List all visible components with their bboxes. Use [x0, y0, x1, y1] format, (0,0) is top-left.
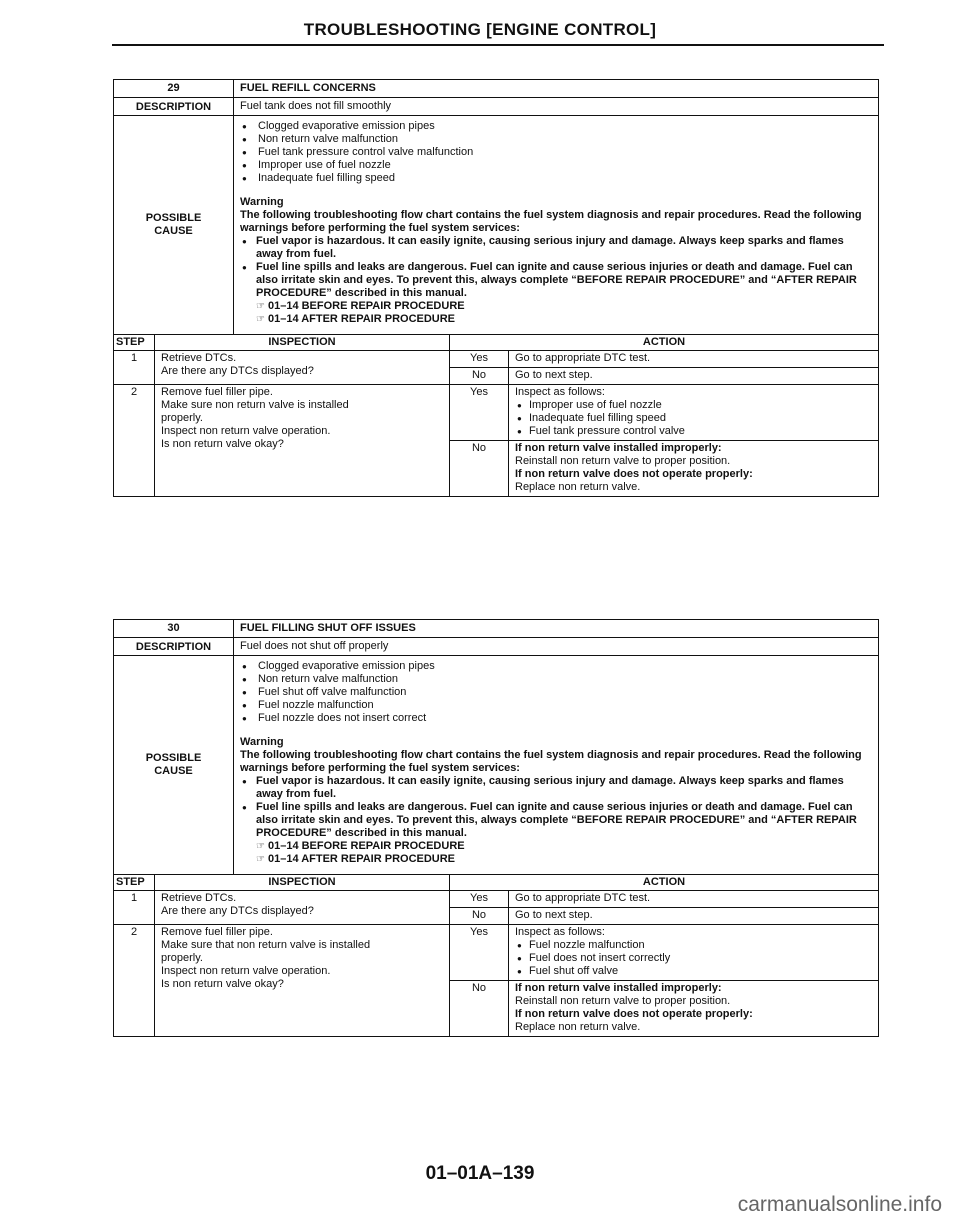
section-header-row [114, 620, 878, 638]
cause-item: ● Clogged evaporative emission pipes [240, 660, 872, 673]
title-rule [112, 44, 884, 46]
pointing-hand-icon: ☞ [256, 301, 265, 312]
warning-heading: Warning [240, 736, 284, 748]
section-29 [113, 79, 879, 497]
cause-item: ● Clogged evaporative emission pipes [240, 120, 872, 133]
no-label: No [450, 441, 509, 496]
step-row [114, 351, 878, 385]
possible-cause-body [234, 656, 878, 874]
step-inspection: Remove fuel filler pipe. Make sure non return valve is installed properly. Inspect non return valve operation. Is non return valve okay? [155, 385, 450, 496]
possible-cause-label: POSSIBLE CAUSE [114, 656, 234, 874]
warning-item: ● Fuel vapor is hazardous. It can easily ignite, causing serious injury and damage. Always keep sparks and flames away from fuel. [240, 775, 872, 801]
step-number: 2 [114, 385, 155, 496]
cause-list [240, 120, 872, 185]
possible-cause-label: POSSIBLE CAUSE [114, 116, 234, 334]
yes-action: Go to appropriate DTC test. [515, 352, 651, 364]
reference-link: ☞ 01–14 AFTER REPAIR PROCEDURE [256, 313, 456, 325]
step-row [114, 891, 878, 925]
step-table-header: STEP INSPECTION ACTION [114, 335, 878, 351]
no-label: No [450, 908, 509, 924]
action-item: ● Inadequate fuel filling speed [515, 412, 872, 425]
yes-label: Yes [450, 925, 509, 980]
cause-item: ● Fuel tank pressure control valve malfunction [240, 146, 872, 159]
warning-list [240, 235, 872, 300]
pointing-hand-icon: ☞ [256, 841, 265, 852]
step-number: 1 [114, 351, 155, 384]
warning-item: ● Fuel line spills and leaks are dangerous. Fuel can ignite and cause serious injuries or death and damage. Fuel can also irritate skin and eyes. To prevent this, always complete “BEFORE REPAIR PROCEDURE” and “AFTER REPAIR PROCEDURE” described in this manual. [240, 801, 872, 840]
yes-label: Yes [450, 351, 509, 367]
section-title: FUEL REFILL CONCERNS [240, 82, 376, 94]
action-item: ● Fuel nozzle malfunction [515, 939, 872, 952]
yes-action: Inspect as follows: ● Improper use of fuel nozzle ● Inadequate fuel filling speed ● Fuel tank pressure control valve [509, 385, 878, 440]
step-row [114, 385, 878, 496]
description-label: DESCRIPTION [114, 98, 234, 115]
step-table-header: STEP INSPECTION ACTION [114, 875, 878, 891]
action-item: ● Fuel shut off valve [515, 965, 872, 978]
warning-block [240, 736, 872, 866]
yes-label: Yes [450, 891, 509, 907]
no-action: If non return valve installed improperly: Reinstall non return valve to proper position. If non return valve does not operate properly: Replace non return valve. [515, 442, 753, 493]
step-inspection: Remove fuel filler pipe. Make sure that non return valve is installed properly. Inspect non return valve operation. Is non return valve okay? [155, 925, 450, 1036]
warning-intro: The following troubleshooting flow chart contains the fuel system diagnosis and repair procedures. Read the following warnings before performing the fuel system services: [240, 749, 862, 774]
reference-link: ☞ 01–14 BEFORE REPAIR PROCEDURE [256, 300, 465, 312]
no-action: Go to next step. [515, 909, 593, 921]
cause-item: ● Fuel shut off valve malfunction [240, 686, 872, 699]
no-label: No [450, 981, 509, 1036]
no-action: If non return valve installed improperly: Reinstall non return valve to proper position. If non return valve does not operate properly: Replace non return valve. [515, 982, 753, 1033]
section-number: 30 [114, 620, 234, 637]
section-30 [113, 619, 879, 1037]
description-text: Fuel tank does not fill smoothly [240, 100, 392, 112]
watermark: carmanualsonline.info [737, 1193, 942, 1216]
action-item: ● Fuel does not insert correctly [515, 952, 872, 965]
cause-item: ● Non return valve malfunction [240, 133, 872, 146]
step-number: 1 [114, 891, 155, 924]
section-header-row [114, 80, 878, 98]
warning-item: ● Fuel vapor is hazardous. It can easily ignite, causing serious injury and damage. Always keep sparks and flames away from fuel. [240, 235, 872, 261]
action-item: ● Improper use of fuel nozzle [515, 399, 872, 412]
cause-item: ● Fuel nozzle malfunction [240, 699, 872, 712]
step-row [114, 925, 878, 1036]
no-label: No [450, 368, 509, 384]
description-text: Fuel does not shut off properly [240, 640, 389, 652]
cause-item: ● Inadequate fuel filling speed [240, 172, 872, 185]
yes-label: Yes [450, 385, 509, 440]
action-item: ● Fuel tank pressure control valve [515, 425, 872, 438]
section-title: FUEL FILLING SHUT OFF ISSUES [240, 622, 416, 634]
pointing-hand-icon: ☞ [256, 854, 265, 865]
cause-list [240, 660, 872, 725]
page-title: TROUBLESHOOTING [ENGINE CONTROL] [303, 20, 657, 39]
yes-action: Inspect as follows: ● Fuel nozzle malfunction ● Fuel does not insert correctly ● Fuel shut off valve [509, 925, 878, 980]
possible-cause-body [234, 116, 878, 334]
step-number: 2 [114, 925, 155, 1036]
yes-action: Go to appropriate DTC test. [515, 892, 651, 904]
cause-item: ● Non return valve malfunction [240, 673, 872, 686]
reference-link: ☞ 01–14 BEFORE REPAIR PROCEDURE [256, 840, 465, 852]
step-inspection: Retrieve DTCs. Are there any DTCs displayed? [155, 351, 450, 384]
warning-item: ● Fuel line spills and leaks are dangerous. Fuel can ignite and cause serious injuries or death and damage. Fuel can also irritate skin and eyes. To prevent this, always complete “BEFORE REPAIR PROCEDURE” and “AFTER REPAIR PROCEDURE” described in this manual. [240, 261, 872, 300]
possible-cause-row [114, 116, 878, 335]
section-number: 29 [114, 80, 234, 97]
cause-item: ● Improper use of fuel nozzle [240, 159, 872, 172]
pointing-hand-icon: ☞ [256, 314, 265, 325]
reference-link: ☞ 01–14 AFTER REPAIR PROCEDURE [256, 853, 456, 865]
description-label: DESCRIPTION [114, 638, 234, 655]
warning-intro: The following troubleshooting flow chart contains the fuel system diagnosis and repair procedures. Read the following warnings before performing the fuel system services: [240, 209, 862, 234]
warning-block [240, 196, 872, 326]
cause-item: ● Fuel nozzle does not insert correct [240, 712, 872, 725]
possible-cause-row [114, 656, 878, 875]
step-inspection: Retrieve DTCs. Are there any DTCs displayed? [155, 891, 450, 924]
page-number: 01–01A–139 [425, 1163, 535, 1184]
warning-list [240, 775, 872, 840]
description-row [114, 98, 878, 116]
no-action: Go to next step. [515, 369, 593, 381]
description-row [114, 638, 878, 656]
warning-heading: Warning [240, 196, 284, 208]
